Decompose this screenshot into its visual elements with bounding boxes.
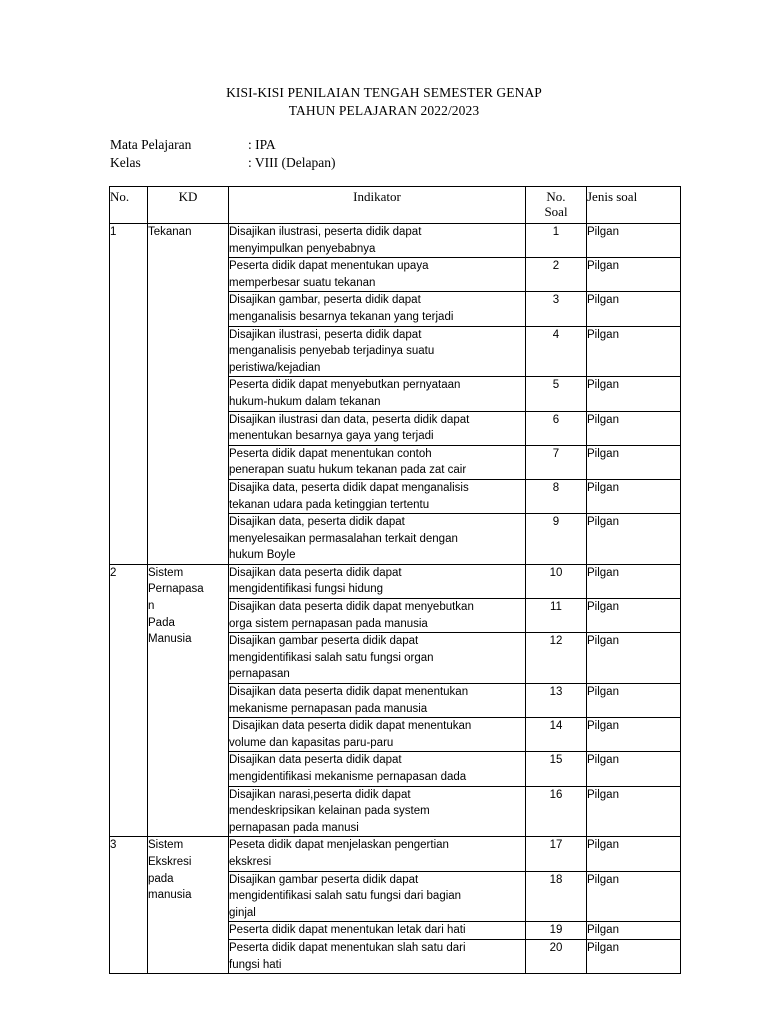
cell-jenis-soal: Pilgan: [587, 599, 681, 633]
cell-no-soal: 5: [526, 377, 587, 411]
indikator-line: Peserta didik dapat menyebutkan pernyataan: [229, 379, 461, 392]
indikator-line: mengidentifikasi salah satu fungsi dari bagian: [229, 890, 462, 903]
cell-no-soal: 11: [526, 599, 587, 633]
indikator-line: pernapasan pada manusi: [229, 821, 359, 834]
cell-no-soal: 19: [526, 922, 587, 940]
indikator-line: Peserta didik dapat menentukan slah satu dari: [229, 941, 466, 954]
indikator-line: Disajikan data peserta didik dapat: [229, 566, 402, 579]
cell-indikator: [229, 411, 526, 445]
header-no-soal-line1: No.: [546, 189, 566, 204]
kd-line: Ekskresi: [148, 855, 192, 868]
cell-jenis-soal: Pilgan: [587, 922, 681, 940]
indikator-line: Disajikan ilustrasi, peserta didik dapat: [229, 226, 422, 238]
indikator-line: Disajikan data peserta didik dapat: [229, 754, 402, 767]
cell-kd: [148, 837, 229, 974]
cell-jenis-soal: Pilgan: [587, 939, 681, 973]
meta-value-class: : VIII (Delapan): [248, 155, 336, 170]
cell-jenis-soal: Pilgan: [587, 564, 681, 598]
cell-indikator: [229, 564, 526, 598]
indikator-line: mengidentifikasi mekanisme pernapasan dada: [229, 771, 467, 783]
cell-no-soal: 10: [526, 564, 587, 598]
indikator-line: orga sistem pernapasan pada manusia: [229, 617, 428, 630]
indikator-line: menyelesaikan permasalahan terkait dengan: [229, 532, 458, 545]
cell-jenis-soal: Pilgan: [587, 752, 681, 786]
indikator-line: Disajikan gambar peserta didik dapat: [229, 873, 419, 886]
cell-jenis-soal: Pilgan: [587, 786, 681, 837]
cell-no: 3: [110, 837, 148, 974]
table-row: [110, 224, 681, 258]
indikator-line: ginjal: [229, 906, 256, 919]
cell-indikator: [229, 514, 526, 565]
cell-indikator: [229, 445, 526, 479]
cell-indikator: [229, 479, 526, 513]
cell-indikator: [229, 922, 526, 940]
indikator-line: Disajikan data peserta didik dapat menyebutkan: [229, 601, 474, 614]
indikator-line: Peserta didik dapat menentukan contoh: [229, 447, 432, 460]
cell-indikator: [229, 837, 526, 871]
cell-jenis-soal: Pilgan: [587, 684, 681, 718]
indikator-line: menentukan besarnya gaya yang terjadi: [229, 430, 434, 443]
cell-jenis-soal: Pilgan: [587, 837, 681, 871]
kd-line: Pada: [148, 616, 175, 629]
indikator-line: memperbesar suatu tekanan: [229, 276, 376, 289]
indikator-line: menganalisis besarnya tekanan yang terjadi: [229, 310, 454, 323]
cell-kd: [148, 564, 229, 837]
indikator-line: Disajikan ilustrasi dan data, peserta didik dapat: [229, 413, 470, 426]
cell-jenis-soal: Pilgan: [587, 514, 681, 565]
table-row: [110, 837, 681, 871]
cell-indikator: [229, 752, 526, 786]
cell-indikator: [229, 718, 526, 752]
cell-indikator: [229, 377, 526, 411]
cell-indikator: [229, 786, 526, 837]
indikator-line: Disajika data, peserta didik dapat menganalisis: [229, 481, 469, 494]
indikator-line: peristiwa/kejadian: [229, 361, 321, 374]
indikator-line: tekanan udara pada ketinggian tertentu: [229, 498, 430, 511]
cell-no-soal: 13: [526, 684, 587, 718]
cell-jenis-soal: Pilgan: [587, 871, 681, 922]
cell-indikator: [229, 633, 526, 684]
indikator-line: hukum-hukum dalam tekanan: [229, 395, 381, 408]
indikator-line: mekanisme pernapasan pada manusia: [229, 702, 428, 715]
indikator-line: Disajikan data peserta didik dapat menentukan: [229, 720, 472, 733]
indikator-line: Peseta didik dapat menjelaskan pengertian: [229, 839, 449, 852]
cell-indikator: [229, 292, 526, 326]
cell-no-soal: 4: [526, 326, 587, 377]
kd-line: Pernapasa: [148, 583, 204, 596]
cell-kd: [148, 224, 229, 565]
kd-line: Sistem: [148, 839, 184, 852]
cell-jenis-soal: Pilgan: [587, 445, 681, 479]
indikator-line: ekskresi: [229, 855, 272, 868]
header-indikator: Indikator: [229, 187, 526, 224]
cell-no-soal: 18: [526, 871, 587, 922]
cell-jenis-soal: Pilgan: [587, 326, 681, 377]
indikator-line: Peserta didik dapat menentukan letak dari hati: [229, 924, 466, 937]
cell-no-soal: 20: [526, 939, 587, 973]
cell-no-soal: 1: [526, 224, 587, 258]
kd-line: n: [148, 600, 155, 613]
indikator-line: Disajikan data peserta didik dapat menentukan: [229, 686, 469, 699]
meta-value-subject: : IPA: [248, 137, 276, 152]
cell-indikator: [229, 684, 526, 718]
document-subtitle: TAHUN PELAJARAN 2022/2023: [288, 103, 480, 118]
indikator-line: Disajikan narasi,peserta didik dapat: [229, 788, 411, 801]
cell-no-soal: 7: [526, 445, 587, 479]
cell-no-soal: 14: [526, 718, 587, 752]
meta-label-subject: Mata Pelajaran: [110, 137, 192, 152]
cell-jenis-soal: Pilgan: [587, 224, 681, 258]
cell-no-soal: 17: [526, 837, 587, 871]
cell-jenis-soal: Pilgan: [587, 633, 681, 684]
kd-line: pada: [148, 872, 174, 885]
table-body: [110, 224, 681, 974]
indikator-line: mendeskripsikan kelainan pada system: [229, 805, 430, 818]
cell-indikator: [229, 871, 526, 922]
cell-no: 1: [110, 224, 148, 565]
cell-jenis-soal: Pilgan: [587, 411, 681, 445]
cell-indikator: [229, 224, 526, 258]
indikator-line: Disajikan data, peserta didik dapat: [229, 516, 405, 529]
header-no-soal: [526, 187, 587, 224]
header-jenis-soal: Jenis soal: [587, 187, 681, 224]
indikator-line: menganalisis penyebab terjadinya suatu: [229, 345, 435, 358]
indikator-line: Disajikan gambar peserta didik dapat: [229, 635, 419, 648]
cell-jenis-soal: Pilgan: [587, 479, 681, 513]
kd-line: manusia: [148, 889, 192, 902]
cell-jenis-soal: Pilgan: [587, 718, 681, 752]
cell-no: 2: [110, 564, 148, 837]
document-title: KISI-KISI PENILAIAN TENGAH SEMESTER GENAP: [226, 85, 542, 100]
cell-no-soal: 15: [526, 752, 587, 786]
kd-line: Tekanan: [148, 226, 192, 238]
cell-no-soal: 12: [526, 633, 587, 684]
kd-line: Manusia: [148, 633, 192, 646]
meta-label-class: Kelas: [110, 155, 141, 170]
indikator-line: penerapan suatu hukum tekanan pada zat cair: [229, 464, 467, 477]
indikator-line: mengidentifikasi fungsi hidung: [229, 583, 384, 596]
cell-indikator: [229, 939, 526, 973]
header-no-soal-line2: Soal: [544, 204, 568, 219]
cell-no-soal: 8: [526, 479, 587, 513]
kd-line: Sistem: [148, 566, 184, 579]
table-header-row: [110, 187, 681, 224]
kisi-table: [109, 186, 681, 974]
cell-jenis-soal: Pilgan: [587, 258, 681, 292]
cell-no-soal: 3: [526, 292, 587, 326]
indikator-line: mengidentifikasi salah satu fungsi organ: [229, 651, 434, 664]
cell-no-soal: 9: [526, 514, 587, 565]
indikator-line: volume dan kapasitas paru-paru: [229, 736, 394, 749]
header-no: No.: [110, 187, 148, 224]
indikator-line: Peserta didik dapat menentukan upaya: [229, 260, 429, 273]
cell-no-soal: 16: [526, 786, 587, 837]
indikator-line: Disajikan ilustrasi, peserta didik dapat: [229, 328, 422, 341]
cell-indikator: [229, 599, 526, 633]
indikator-line: menyimpulkan penyebabnya: [229, 242, 376, 255]
cell-indikator: [229, 326, 526, 377]
cell-no-soal: 6: [526, 411, 587, 445]
header-kd: KD: [148, 187, 229, 224]
cell-indikator: [229, 258, 526, 292]
table-row: [110, 564, 681, 598]
cell-jenis-soal: Pilgan: [587, 292, 681, 326]
indikator-line: Disajikan gambar, peserta didik dapat: [229, 294, 421, 307]
indikator-line: pernapasan: [229, 668, 290, 681]
cell-jenis-soal: Pilgan: [587, 377, 681, 411]
cell-no-soal: 2: [526, 258, 587, 292]
indikator-line: fungsi hati: [229, 958, 282, 971]
indikator-line: hukum Boyle: [229, 549, 296, 562]
